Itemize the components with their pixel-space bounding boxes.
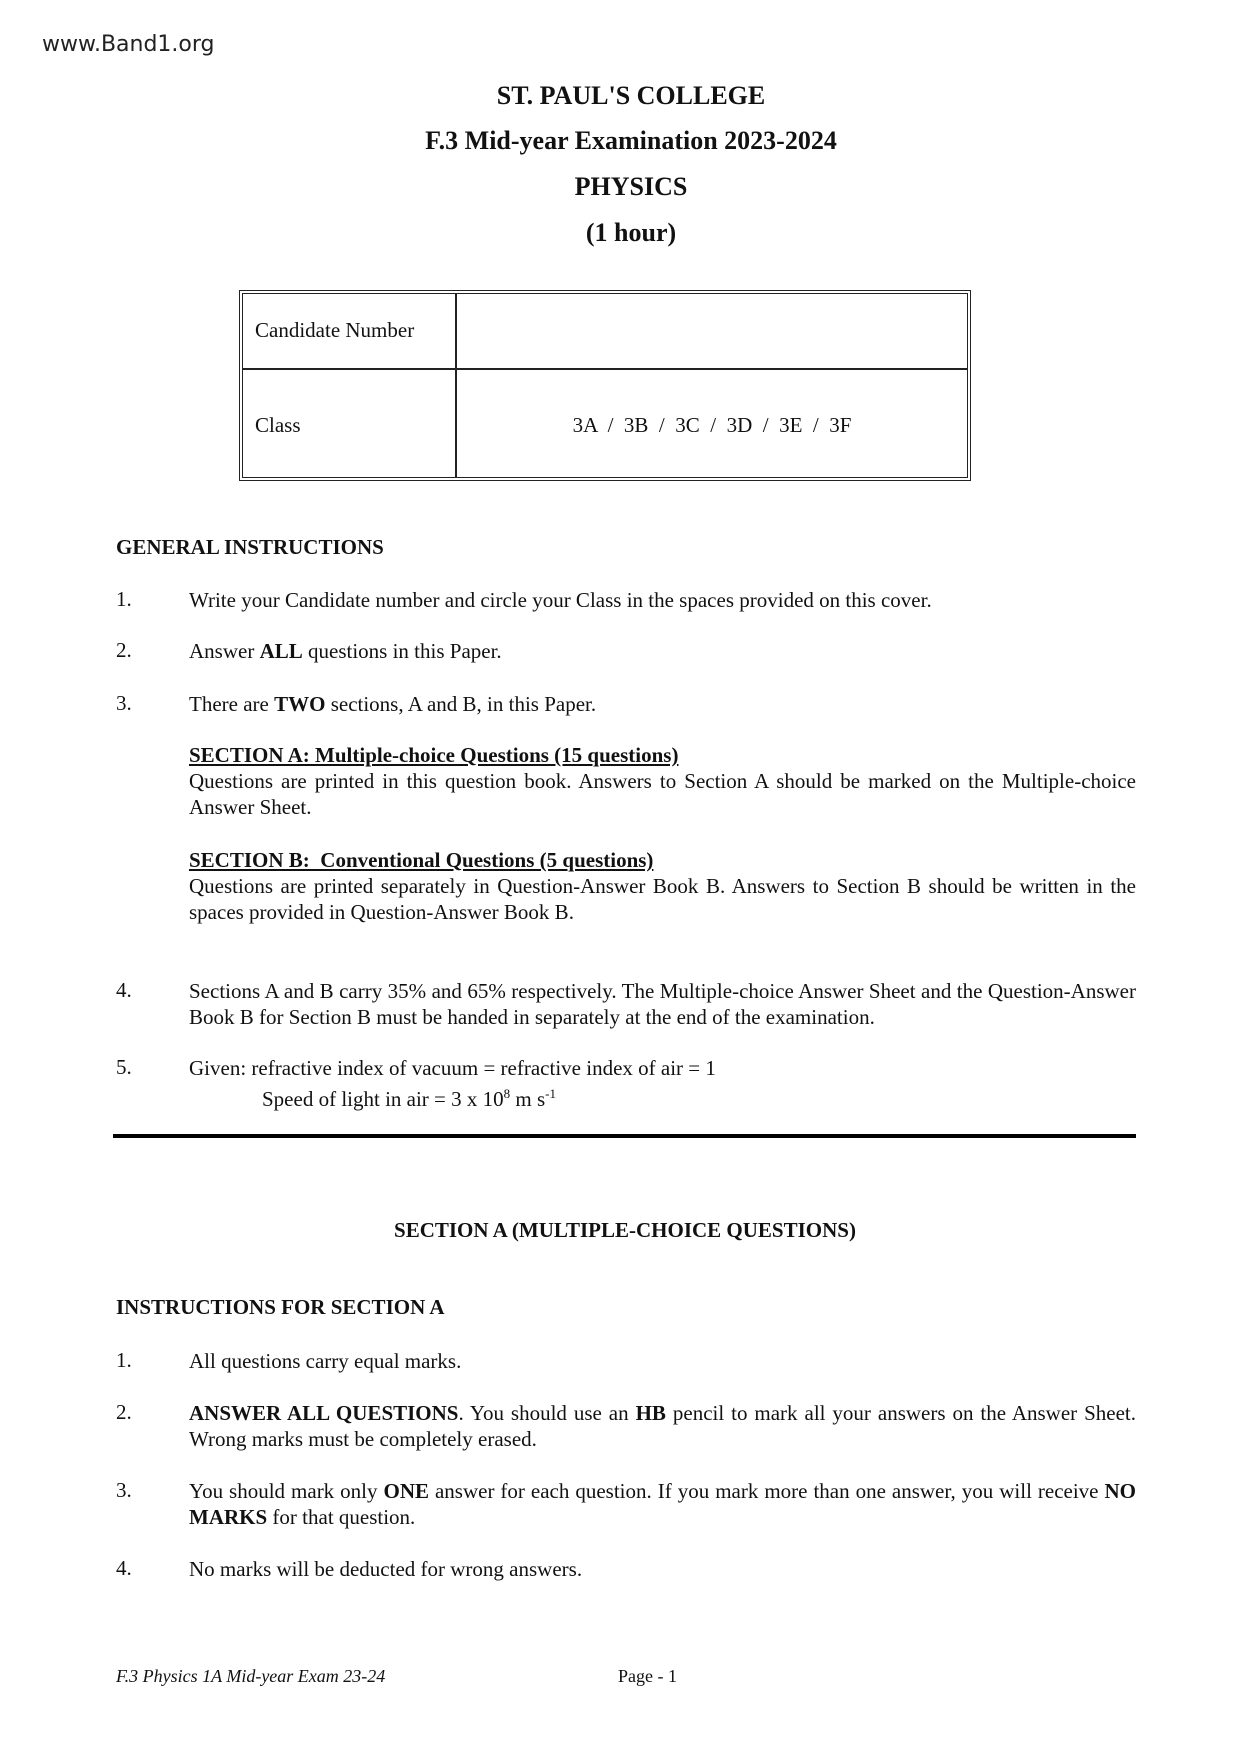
exam-title: F.3 Mid-year Examination 2023-2024 [425, 126, 837, 155]
item-number: 1. [116, 587, 132, 611]
school-name: ST. PAUL'S COLLEGE [496, 81, 766, 110]
given-refractive-index: Given: refractive index of vacuum = refractive index of air = 1 [189, 1056, 716, 1080]
section-a-instruction-1: All questions carry equal marks. [189, 1349, 462, 1373]
section-a-description [189, 742, 1136, 820]
general-instruction-1: Write your Candidate number and circle your Class in the spaces provided on this cover. [189, 588, 932, 612]
class-label: Class [255, 413, 301, 437]
section-b-description [189, 847, 1136, 925]
section-a-instruction-4: No marks will be deducted for wrong answers. [189, 1557, 583, 1581]
table-divider [455, 294, 457, 477]
item-number: 2. [116, 1400, 132, 1424]
section-a-title: SECTION A: Multiple-choice Questions (15 questions) [189, 743, 679, 767]
section-a-instruction-2: ANSWER ALL QUESTIONS. You should use an HB pencil to mark all your answers on the Answer Sheet. Wrong marks must be completely erased. [189, 1401, 1137, 1451]
section-b-text: Questions are printed separately in Question-Answer Book B. Answers to Section B should be written in the spaces provided in Question-Answer Book B. [189, 874, 1136, 924]
duration: (1 hour) [585, 218, 677, 247]
section-a-instructions-heading: INSTRUCTIONS FOR SECTION A [116, 1295, 445, 1319]
item-number: 3. [116, 1478, 132, 1502]
section-b-title: SECTION B: Conventional Questions (5 questions) [189, 848, 654, 872]
general-instruction-5 [189, 1055, 1136, 1112]
watermark: www.Band1.org [42, 32, 215, 57]
section-a-text: Questions are printed in this question book. Answers to Section A should be marked on the Multiple-choice Answer Sheet. [189, 769, 1136, 819]
item-number: 1. [116, 1348, 132, 1372]
item-number: 4. [116, 978, 132, 1002]
general-instruction-4: Sections A and B carry 35% and 65% respectively. The Multiple-choice Answer Sheet and the Question-Answer Book B for Section B must be handed in separately at the end of the examination. [189, 979, 1136, 1029]
section-divider [113, 1134, 1136, 1138]
item-number: 2. [116, 638, 132, 662]
page-number: Page - 1 [618, 1666, 677, 1686]
class-options[interactable]: 3A / 3B / 3C / 3D / 3E / 3F [572, 413, 852, 437]
general-instruction-2: Answer ALL questions in this Paper. [189, 639, 502, 663]
cover-table [239, 290, 971, 481]
candidate-number-label: Candidate Number [255, 318, 415, 342]
item-number: 5. [116, 1055, 132, 1079]
section-a-heading: SECTION A (MULTIPLE-CHOICE QUESTIONS) [394, 1218, 856, 1242]
table-divider [243, 368, 967, 370]
given-speed-of-light: Speed of light in air = 3 x $10^8$ m $s^{-1}$ [262, 1086, 557, 1111]
footer-title: F.3 Physics 1A Mid-year Exam 23-24 [116, 1666, 386, 1686]
item-number: 3. [116, 691, 132, 715]
general-instruction-3: There are TWO sections, A and B, in this Paper. [189, 692, 597, 716]
item-number: 4. [116, 1556, 132, 1580]
section-a-instruction-3: You should mark only ONE answer for each question. If you mark more than one answer, you will receive NO MARKS for that question. [189, 1479, 1136, 1529]
candidate-number-field[interactable] [459, 318, 967, 348]
general-instructions-heading: GENERAL INSTRUCTIONS [116, 535, 384, 559]
subject-title: PHYSICS [574, 172, 688, 201]
